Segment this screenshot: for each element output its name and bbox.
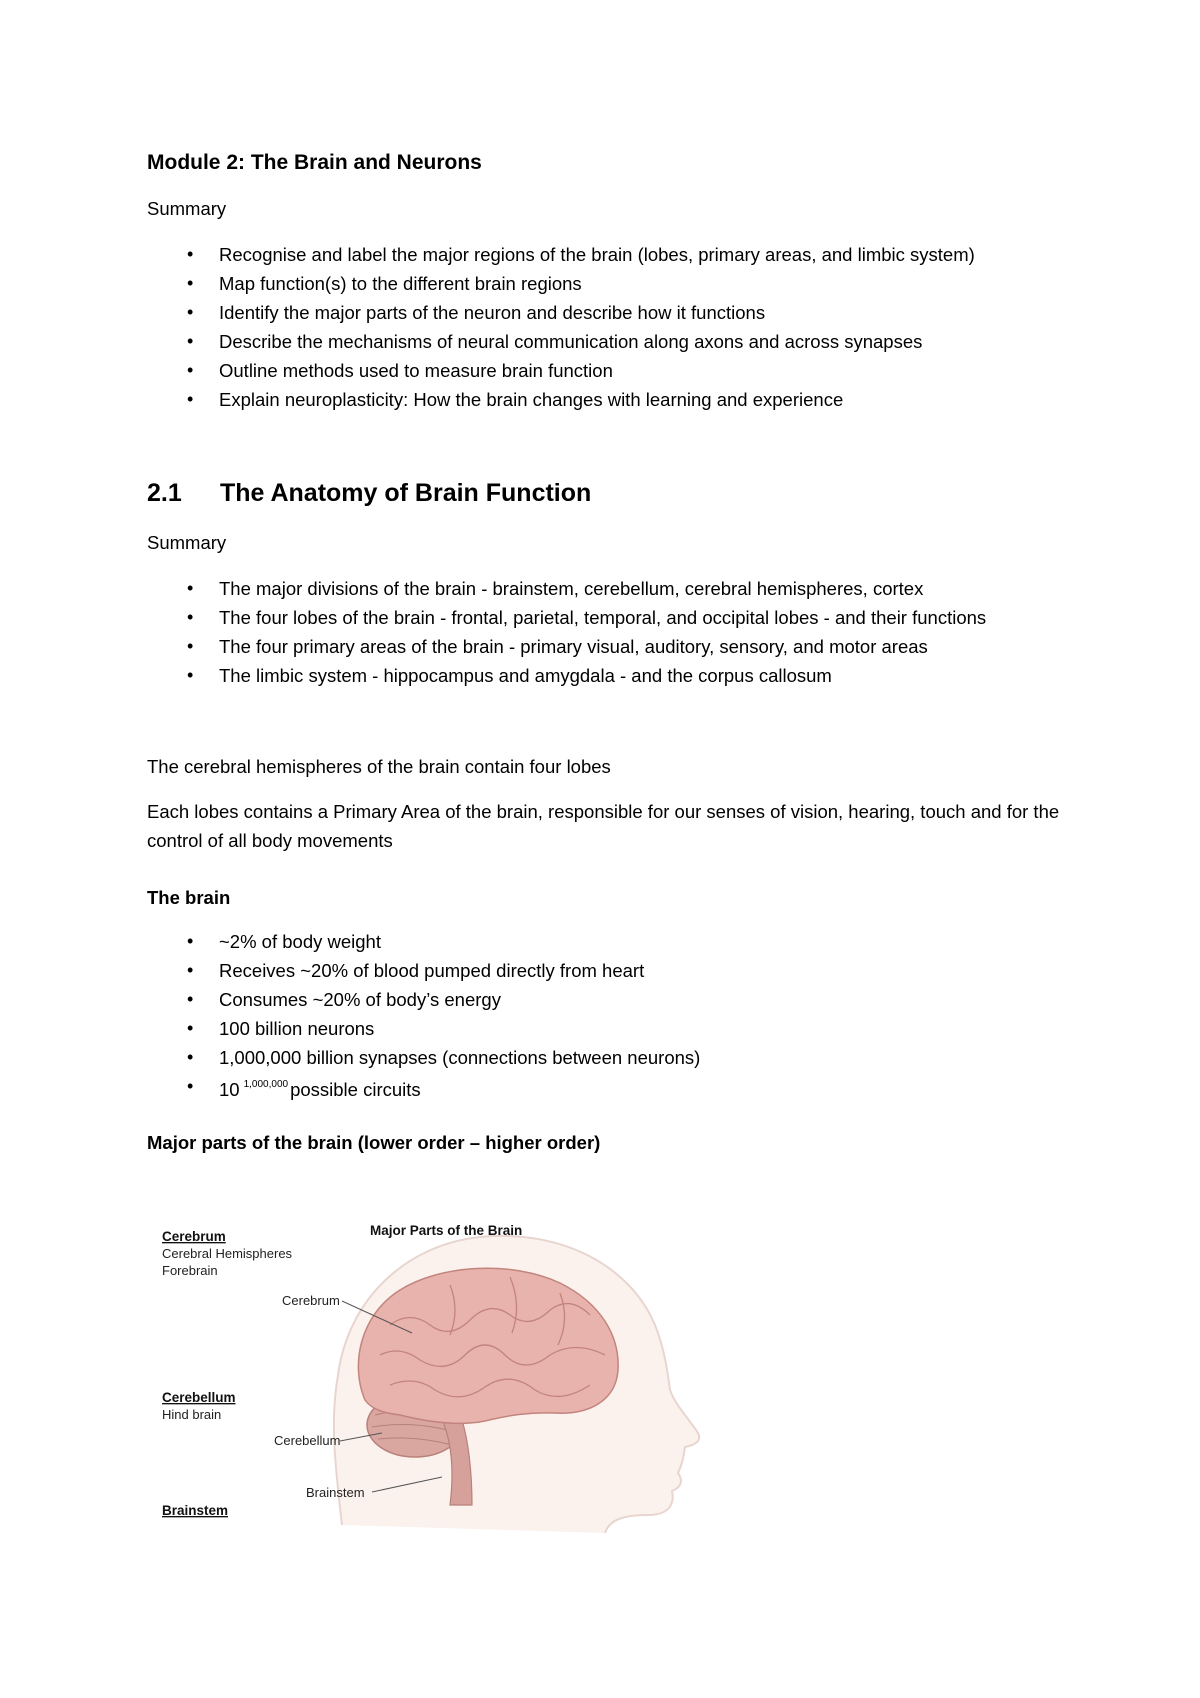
- left-sub-cerebral-hemispheres: Cerebral Hemispheres: [162, 1246, 293, 1261]
- list-item: • 100 billion neurons: [147, 1014, 1087, 1043]
- list-item: • Map function(s) to the different brain regions: [147, 269, 1087, 298]
- section-number: 2.1: [147, 479, 182, 507]
- major-parts-heading: Major parts of the brain (lower order – higher order): [147, 1132, 601, 1154]
- list-item: • The four lobes of the brain - frontal, parietal, temporal, and occipital lobes - and their functions: [147, 603, 1019, 632]
- bullet-icon: •: [187, 931, 194, 951]
- bullet-icon: •: [187, 1018, 194, 1038]
- summary-list: [147, 574, 1087, 690]
- list-item: • Recognise and label the major regions of the brain (lobes, primary areas, and limbic system): [147, 240, 1087, 269]
- paragraph: The cerebral hemispheres of the brain contain four lobes: [147, 756, 611, 777]
- bullet-icon: •: [187, 389, 194, 409]
- module-title: Module 2: The Brain and Neurons: [147, 151, 482, 174]
- list-item: • 10 $^{1,000,000}$ possible circuits: [147, 1072, 1087, 1104]
- left-sub-hind-brain: Hind brain: [162, 1407, 222, 1422]
- bullet-icon: •: [187, 636, 194, 656]
- summary-label: Summary: [147, 198, 227, 219]
- bullet-icon: •: [187, 1047, 194, 1067]
- bullet-icon: •: [187, 302, 194, 322]
- bullet-icon: •: [187, 1076, 194, 1096]
- list-item: • The major divisions of the brain - brainstem, cerebellum, cerebral hemispheres, cortex: [147, 574, 1087, 603]
- callout-cerebrum: Cerebrum: [282, 1293, 340, 1308]
- bullet-icon: •: [187, 331, 194, 351]
- summary-list: [147, 240, 1087, 414]
- brain-figure: [150, 1215, 810, 1535]
- bullet-icon: •: [187, 273, 194, 293]
- list-item: • The limbic system - hippocampus and amygdala - and the corpus callosum: [147, 661, 1087, 690]
- bullet-icon: •: [187, 960, 194, 980]
- list-item: • Identify the major parts of the neuron and describe how it functions: [147, 298, 1087, 327]
- brain-facts-list: [147, 927, 1087, 1104]
- bullet-icon: •: [187, 360, 194, 380]
- bullet-icon: •: [187, 607, 194, 627]
- callout-cerebellum: Cerebellum: [274, 1433, 341, 1448]
- bullet-icon: •: [187, 989, 194, 1009]
- section-title: The Anatomy of Brain Function: [220, 479, 592, 507]
- paragraph: Each lobes contains a Primary Area of the brain, responsible for our senses of vision, hearing, touch and for the control of all body movements: [147, 801, 1060, 851]
- brain-heading: The brain: [147, 887, 231, 908]
- list-item: • Explain neuroplasticity: How the brain changes with learning and experience: [147, 385, 1087, 414]
- left-label-cerebellum: Cerebellum: [162, 1390, 236, 1405]
- figure-title: Major Parts of the Brain: [370, 1223, 523, 1238]
- section-heading: [147, 478, 1087, 508]
- bullet-icon: •: [187, 665, 194, 685]
- list-item: • ~2% of body weight: [147, 927, 1087, 956]
- list-item: • Receives ~20% of blood pumped directly from heart: [147, 956, 1087, 985]
- left-sub-forebrain: Forebrain: [162, 1263, 218, 1278]
- left-label-brainstem: Brainstem: [162, 1503, 229, 1518]
- callout-brainstem: Brainstem: [306, 1485, 365, 1500]
- bullet-icon: •: [187, 244, 194, 264]
- list-item: • Outline methods used to measure brain function: [147, 356, 1087, 385]
- summary-label: Summary: [147, 532, 227, 553]
- page-content: [147, 150, 1087, 1172]
- bullet-icon: •: [187, 578, 194, 598]
- list-item: • 1,000,000 billion synapses (connections between neurons): [147, 1043, 1087, 1072]
- list-item: • The four primary areas of the brain - primary visual, auditory, sensory, and motor areas: [147, 632, 1087, 661]
- list-item: • Consumes ~20% of body’s energy: [147, 985, 1087, 1014]
- exponent: 1,000,000: [243, 1079, 289, 1090]
- left-label-cerebrum: Cerebrum: [162, 1229, 226, 1244]
- list-item: • Describe the mechanisms of neural communication along axons and across synapses: [147, 327, 1087, 356]
